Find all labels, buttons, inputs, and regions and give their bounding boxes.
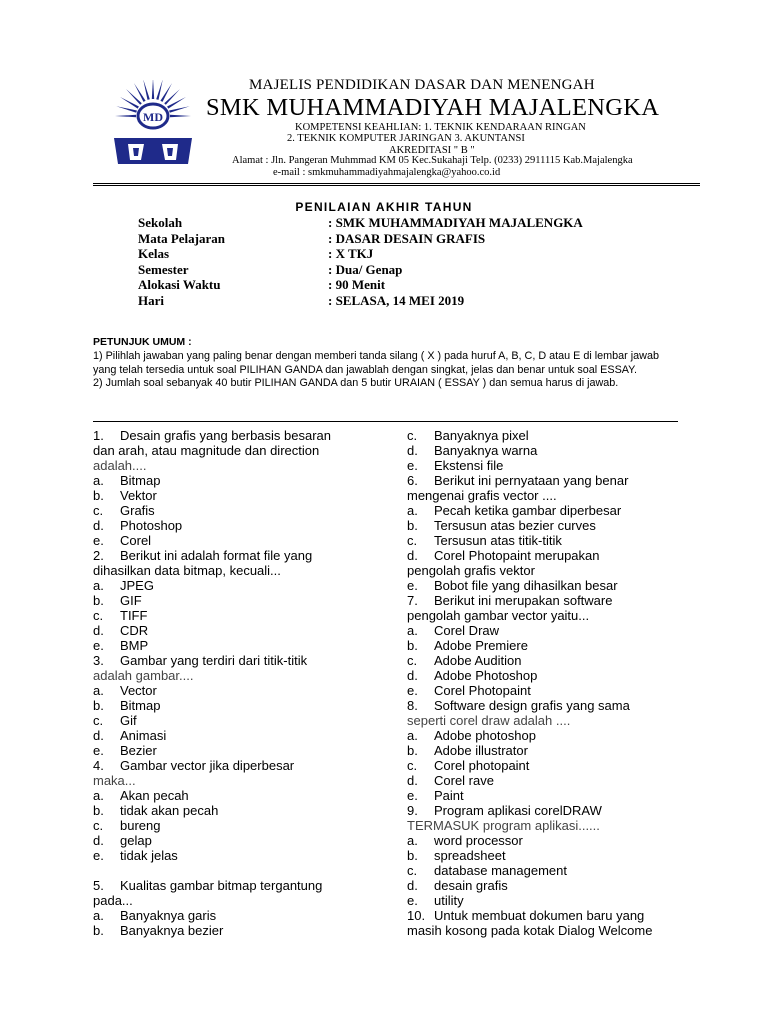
answer-option — [407, 848, 697, 863]
option-letter: d. — [93, 833, 104, 848]
line-text: Tersusun atas bezier curves — [434, 518, 596, 533]
line-text: database management — [434, 863, 567, 878]
answer-option — [93, 608, 393, 623]
question-number: 8. — [407, 698, 418, 713]
line-text: bureng — [120, 818, 161, 833]
option-letter: a. — [93, 683, 104, 698]
question-line — [93, 653, 393, 668]
question-text: Gambar vector jika diperbesar — [120, 758, 295, 773]
option-letter: e. — [407, 458, 418, 473]
instructions-heading: PETUNJUK UMUM : — [93, 336, 192, 348]
option-letter: b. — [93, 923, 104, 938]
school-email: e-mail : smkmuhammadiyahmajalengka@yahoo.co.id — [273, 167, 501, 178]
info-label: Kelas — [138, 246, 170, 261]
logo-ray — [152, 80, 154, 99]
answer-option — [407, 443, 697, 458]
line-text: Corel Photopaint — [434, 683, 531, 698]
question-line — [407, 698, 697, 713]
school-name: SMK MUHAMMADIYAH MAJALENGKA — [206, 94, 660, 121]
question-continuation — [93, 773, 393, 788]
option-letter: a. — [407, 728, 418, 743]
answer-option — [407, 683, 697, 698]
line-text: Vector — [120, 683, 157, 698]
answer-option — [93, 908, 393, 923]
answer-option — [407, 728, 697, 743]
answer-option — [93, 788, 393, 803]
question-continuation — [93, 863, 393, 878]
line-text: GIF — [120, 593, 142, 608]
question-number: 5. — [93, 878, 104, 893]
line-text: Banyaknya pixel — [434, 428, 529, 443]
question-number: 7. — [407, 593, 418, 608]
answer-option — [407, 638, 697, 653]
option-letter: c. — [407, 653, 418, 668]
info-label: Semester — [138, 261, 189, 277]
option-letter: b. — [93, 593, 104, 608]
question-continuation — [407, 608, 697, 623]
line-text: Pecah ketika gambar diperbesar — [434, 503, 622, 518]
logo-ray — [170, 115, 191, 117]
line-text: word processor — [434, 833, 523, 848]
option-letter: e. — [93, 638, 104, 653]
option-letter: e. — [93, 848, 104, 863]
logo-ray — [115, 115, 136, 117]
question-continuation — [93, 563, 393, 578]
line-text: tidak akan pecah — [120, 803, 219, 818]
line-text: Corel Photopaint merupakan — [434, 548, 600, 563]
instructions-body — [93, 350, 683, 391]
answer-option — [407, 578, 697, 593]
line-text: mengenai grafis vector .... — [407, 488, 557, 503]
line-text: CDR — [120, 623, 149, 638]
line-text: Banyaknya warna — [434, 443, 538, 458]
answer-option — [407, 893, 697, 908]
answer-option — [93, 833, 393, 848]
option-letter: c. — [407, 533, 418, 548]
question-continuation — [407, 923, 697, 938]
answer-option — [407, 743, 697, 758]
line-text: Adobe photoshop — [434, 728, 536, 743]
line-text: Adobe illustrator — [434, 743, 528, 758]
line-text: Bitmap — [120, 473, 161, 488]
line-text: desain grafis — [434, 878, 508, 893]
answer-option — [93, 848, 393, 863]
kompetensi-line-1: KOMPETENSI KEAHLIAN: 1. TEKNIK KENDARAAN RINGAN — [295, 122, 586, 133]
school-logo — [108, 80, 198, 166]
answer-option — [407, 833, 697, 848]
option-letter: d. — [407, 548, 418, 563]
option-letter: c. — [407, 863, 418, 878]
info-label: Sekolah — [138, 215, 183, 230]
school-address: Alamat : Jln. Pangeran Muhmmad KM 05 Kec.Sukahaji Telp. (0233) 2911115 Kab.Majalengka — [232, 155, 633, 166]
answer-option — [93, 488, 393, 503]
instruction-item-2: 2) Jumlah soal sebanyak 40 butir PILIHAN GANDA dan 5 butir URAIAN ( ESSAY ) dan semua harus di jawab. — [93, 377, 619, 390]
option-letter: a. — [407, 503, 418, 518]
question-text: Desain grafis yang berbasis besaran — [120, 428, 332, 443]
question-number: 4. — [93, 758, 104, 773]
question-continuation — [407, 818, 697, 833]
line-text: TIFF — [120, 608, 148, 623]
option-letter: c. — [407, 428, 418, 443]
line-text: BMP — [120, 638, 149, 653]
answer-option — [407, 518, 697, 533]
line-text: adalah gambar.... — [93, 668, 194, 683]
answer-option — [93, 713, 393, 728]
question-line — [407, 593, 697, 608]
line-text: Akan pecah — [120, 788, 189, 803]
logo-ray — [143, 80, 150, 100]
option-letter: e. — [407, 893, 418, 908]
option-letter: d. — [407, 443, 418, 458]
line-text: Corel Draw — [434, 623, 500, 638]
option-letter: a. — [93, 473, 104, 488]
kompetensi-line-2: 2. TEKNIK KOMPUTER JARINGAN 3. AKUNTANSI — [287, 133, 525, 144]
option-letter: e. — [407, 788, 418, 803]
question-number: 10. — [407, 908, 426, 923]
question-text: Gambar yang terdiri dari titik-titik — [120, 653, 308, 668]
answer-option — [93, 803, 393, 818]
answer-option — [93, 518, 393, 533]
info-value: : DASAR DESAIN GRAFIS — [328, 230, 486, 246]
line-text: Corel rave — [434, 773, 494, 788]
exam-title: PENILAIAN AKHIR TAHUN — [295, 200, 473, 214]
option-letter: d. — [93, 518, 104, 533]
option-letter: d. — [93, 623, 104, 638]
answer-option — [407, 773, 697, 788]
line-text: JPEG — [120, 578, 154, 593]
answer-option — [407, 503, 697, 518]
header-divider — [93, 183, 700, 186]
question-text: Program aplikasi corelDRAW — [434, 803, 602, 818]
line-text: adalah.... — [93, 458, 147, 473]
option-letter: c. — [93, 713, 104, 728]
line-text: Bezier — [120, 743, 157, 758]
question-continuation — [93, 668, 393, 683]
answer-option — [93, 728, 393, 743]
info-value: : SELASA, 14 MEI 2019 — [328, 292, 465, 308]
answer-option — [93, 533, 393, 548]
question-line — [407, 803, 697, 818]
option-letter: a. — [407, 833, 418, 848]
line-text: Ekstensi file — [434, 458, 504, 473]
option-letter: b. — [93, 803, 104, 818]
line-text: dihasilkan data bitmap, kecuali... — [93, 563, 281, 578]
line-text: Gif — [120, 713, 137, 728]
answer-option — [93, 698, 393, 713]
option-letter: e. — [407, 578, 418, 593]
line-text: Corel — [120, 533, 152, 548]
question-line — [407, 473, 697, 488]
answer-option — [407, 548, 697, 563]
info-label: Alokasi Waktu — [138, 277, 221, 292]
option-letter: d. — [407, 668, 418, 683]
line-text: pengolah grafis vektor — [407, 563, 535, 578]
answer-option — [93, 473, 393, 488]
line-text: utility — [434, 893, 464, 908]
logo-ray — [169, 106, 190, 113]
line-text: Adobe Premiere — [434, 638, 528, 653]
option-letter: b. — [407, 518, 418, 533]
line-text: tidak jelas — [120, 848, 178, 863]
answer-option — [93, 743, 393, 758]
option-letter: b. — [407, 848, 418, 863]
logo-ray — [116, 106, 137, 113]
line-text: seperti corel draw adalah .... — [407, 713, 571, 728]
option-letter: d. — [407, 878, 418, 893]
question-number: 3. — [93, 653, 104, 668]
line-text: Banyaknya bezier — [120, 923, 224, 938]
option-letter: c. — [93, 503, 104, 518]
logo-lettering: MD — [143, 110, 163, 124]
line-text: Bitmap — [120, 698, 161, 713]
question-text: Untuk membuat dokumen baru yang — [434, 908, 645, 923]
line-text: Corel photopaint — [434, 758, 530, 773]
answer-option — [93, 818, 393, 833]
line-text: pengolah gambar vector yaitu... — [407, 608, 590, 623]
logo-ray — [156, 80, 163, 100]
option-letter: a. — [407, 623, 418, 638]
answer-option — [93, 923, 393, 938]
question-number: 9. — [407, 803, 418, 818]
answer-option — [93, 578, 393, 593]
questions-left-column — [93, 428, 393, 938]
info-value: : X TKJ — [328, 246, 374, 261]
question-line — [93, 878, 393, 893]
line-text: TERMASUK program aplikasi...... — [407, 818, 600, 833]
line-text: Banyaknya garis — [120, 908, 217, 923]
question-continuation — [407, 713, 697, 728]
answer-option — [93, 623, 393, 638]
info-value: : Dua/ Genap — [328, 261, 403, 277]
answer-option — [93, 593, 393, 608]
option-letter: c. — [407, 758, 418, 773]
option-letter: a. — [93, 908, 104, 923]
answer-option — [93, 503, 393, 518]
answer-option — [407, 653, 697, 668]
line-text: gelap — [120, 833, 152, 848]
akreditasi: AKREDITASI " B " — [389, 145, 475, 156]
instruction-item-1: 1) Pilihlah jawaban yang paling benar dengan memberi tanda silang ( X ) pada huruf A, B, C, D atau E di lembar jawab yang telah tersedia untuk soal PILIHAN GANDA dan jawablah dengan singkat, jelas dan benar untuk soal ESSAY. — [93, 350, 659, 376]
question-continuation — [93, 893, 393, 908]
option-letter: e. — [93, 533, 104, 548]
question-line — [93, 758, 393, 773]
answer-option — [407, 878, 697, 893]
option-letter: c. — [93, 818, 104, 833]
question-number: 1. — [93, 428, 104, 443]
line-text: Photoshop — [120, 518, 183, 533]
option-letter: c. — [93, 608, 104, 623]
question-text: Berikut ini merupakan software — [434, 593, 613, 608]
answer-option — [407, 533, 697, 548]
option-letter: b. — [93, 698, 104, 713]
logo-base-shape — [114, 138, 192, 164]
line-text: Animasi — [120, 728, 167, 743]
line-text: masih kosong pada kotak Dialog Welcome — [407, 923, 653, 938]
answer-option — [407, 668, 697, 683]
question-text: Software design grafis yang sama — [434, 698, 630, 713]
question-continuation — [407, 563, 697, 578]
line-text: spreadsheet — [434, 848, 506, 863]
question-line — [93, 428, 393, 443]
answer-option — [407, 458, 697, 473]
answer-option — [407, 428, 697, 443]
answer-option — [407, 788, 697, 803]
answer-option — [407, 863, 697, 878]
option-letter: d. — [93, 728, 104, 743]
option-letter: b. — [93, 488, 104, 503]
majelis-title: MAJELIS PENDIDIKAN DASAR DAN MENENGAH — [249, 77, 595, 93]
question-number: 6. — [407, 473, 418, 488]
question-continuation — [93, 458, 393, 473]
question-continuation — [93, 443, 393, 458]
line-text: Paint — [434, 788, 464, 803]
answer-option — [407, 758, 697, 773]
questions-right-column — [407, 428, 697, 938]
option-letter: d. — [407, 773, 418, 788]
line-text: Grafis — [120, 503, 155, 518]
question-line — [93, 548, 393, 563]
line-text: pada... — [93, 893, 133, 908]
info-label: Mata Pelajaran — [138, 230, 226, 246]
line-text: dan arah, atau magnitude dan direction — [93, 443, 320, 458]
info-value: : 90 Menit — [328, 277, 386, 292]
question-continuation — [407, 488, 697, 503]
info-value: : SMK MUHAMMADIYAH MAJALENGKA — [328, 215, 583, 230]
option-letter: e. — [407, 683, 418, 698]
info-label: Hari — [138, 292, 164, 308]
instructions-divider — [93, 421, 678, 422]
option-letter: a. — [93, 788, 104, 803]
line-text: Adobe Photoshop — [434, 668, 538, 683]
option-letter: e. — [93, 743, 104, 758]
option-letter: a. — [93, 578, 104, 593]
line-text: Tersusun atas titik-titik — [434, 533, 562, 548]
line-text: Bobot file yang dihasilkan besar — [434, 578, 618, 593]
question-number: 2. — [93, 548, 104, 563]
question-text: Berikut ini pernyataan yang benar — [434, 473, 629, 488]
line-text: maka... — [93, 773, 136, 788]
line-text: Adobe Audition — [434, 653, 522, 668]
answer-option — [407, 623, 697, 638]
question-line — [407, 908, 697, 923]
answer-option — [93, 638, 393, 653]
option-letter: b. — [407, 743, 418, 758]
question-text: Kualitas gambar bitmap tergantung — [120, 878, 323, 893]
line-text: Vektor — [120, 488, 157, 503]
answer-option — [93, 683, 393, 698]
option-letter: b. — [407, 638, 418, 653]
question-text: Berikut ini adalah format file yang — [120, 548, 313, 563]
